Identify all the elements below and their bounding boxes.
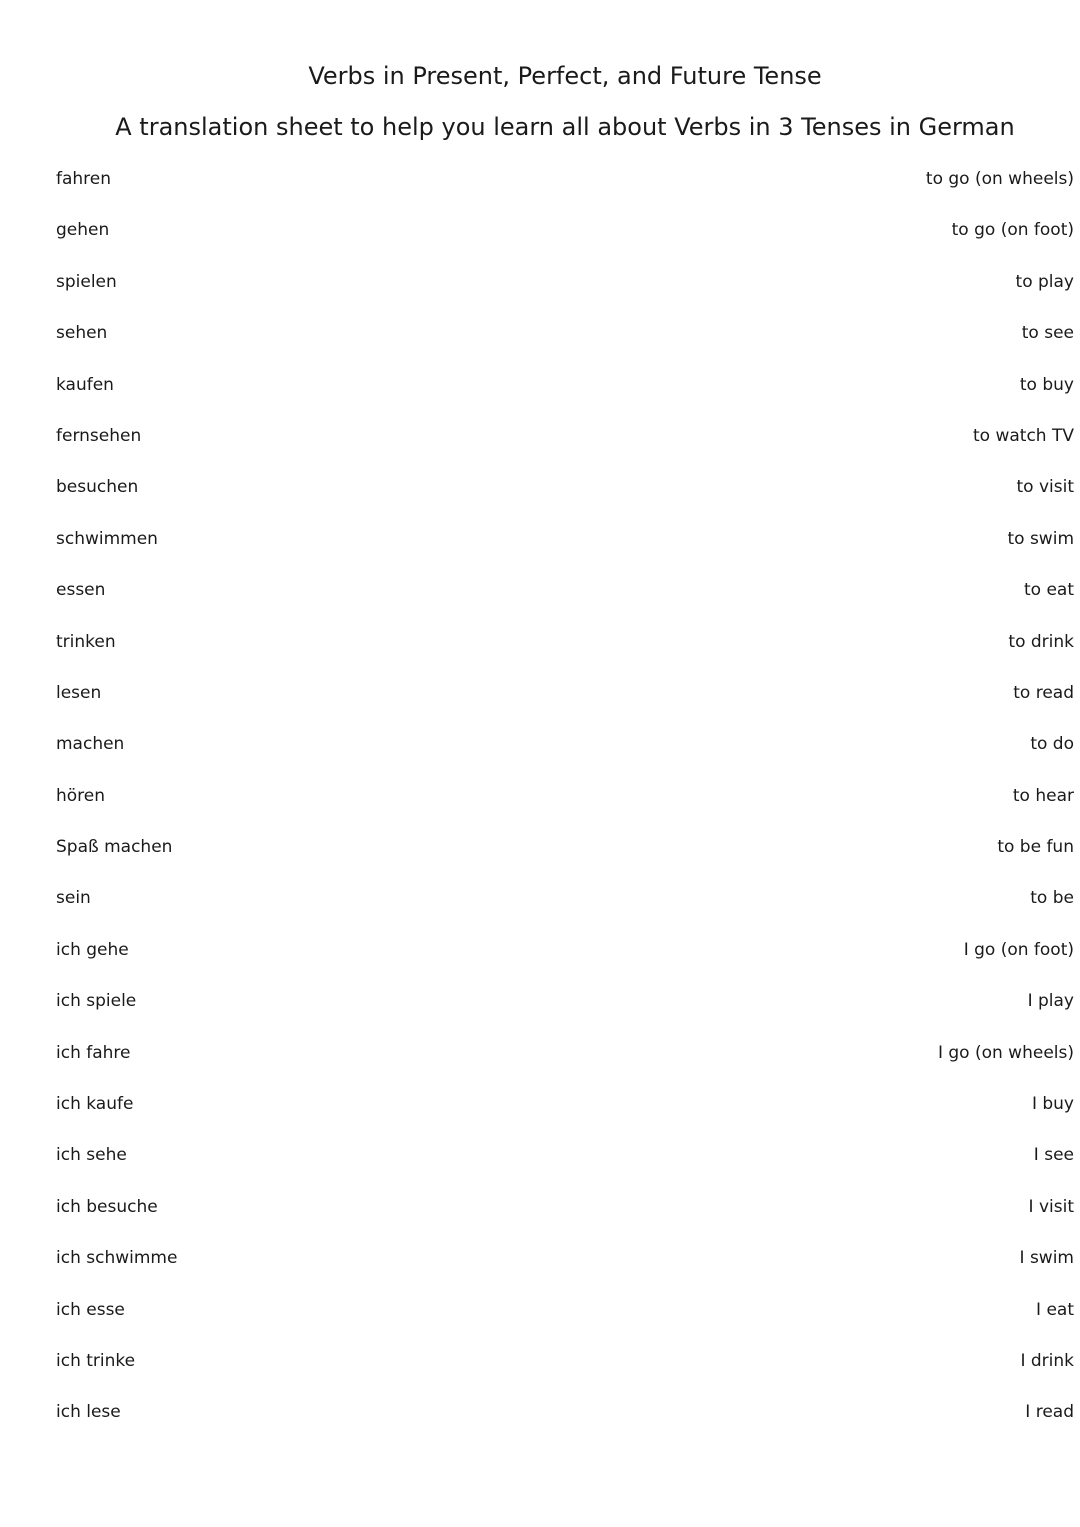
english-translation: to be fun — [997, 837, 1074, 858]
vocabulary-row — [56, 938, 1074, 989]
vocabulary-row — [56, 732, 1074, 783]
english-translation: I swim — [1019, 1248, 1074, 1269]
vocabulary-row — [56, 1246, 1074, 1297]
german-term: ich trinke — [56, 1350, 136, 1371]
english-translation: I visit — [1028, 1196, 1074, 1217]
english-translation: I go (on wheels) — [937, 1042, 1074, 1063]
german-term: spielen — [56, 271, 117, 292]
vocabulary-row — [56, 784, 1074, 835]
english-translation: to drink — [1008, 631, 1074, 652]
vocabulary-row — [56, 218, 1074, 269]
vocabulary-list — [56, 167, 1074, 1452]
vocabulary-row — [56, 630, 1074, 681]
german-term: Spaß machen — [56, 837, 173, 858]
german-term: sein — [56, 888, 91, 909]
english-translation: to read — [1013, 682, 1074, 703]
german-term: ich esse — [56, 1299, 125, 1320]
vocabulary-row — [56, 989, 1074, 1040]
vocabulary-row — [56, 270, 1074, 321]
german-term: schwimmen — [56, 528, 158, 549]
english-translation: I buy — [1031, 1094, 1074, 1115]
english-translation: I play — [1027, 991, 1074, 1012]
german-term: lesen — [56, 682, 102, 703]
german-term: essen — [56, 580, 106, 601]
english-translation: to swim — [1007, 528, 1074, 549]
german-term: besuchen — [56, 477, 139, 498]
english-translation: I see — [1033, 1145, 1074, 1166]
english-translation: to go (on wheels) — [925, 169, 1074, 189]
english-translation: to watch TV — [973, 425, 1074, 446]
english-translation: to be — [1030, 888, 1074, 909]
german-term: hören — [56, 785, 106, 806]
german-term: machen — [56, 734, 125, 755]
german-term: ich spiele — [56, 991, 137, 1012]
english-translation: to hear — [1012, 785, 1074, 806]
english-translation: to do — [1030, 734, 1074, 755]
german-term: gehen — [56, 220, 110, 241]
german-term: fernsehen — [56, 425, 142, 446]
vocabulary-row — [56, 1041, 1074, 1092]
vocabulary-row — [56, 1092, 1074, 1143]
english-translation: to buy — [1019, 374, 1074, 395]
vocabulary-row — [56, 424, 1074, 475]
vocabulary-row — [56, 886, 1074, 937]
english-translation: I eat — [1036, 1299, 1074, 1320]
vocabulary-row — [56, 1298, 1074, 1349]
page-title: Verbs in Present, Perfect, and Future Tense — [308, 62, 822, 90]
german-term: sehen — [56, 323, 108, 344]
english-translation: to go (on foot) — [951, 220, 1074, 241]
vocabulary-row — [56, 1349, 1074, 1400]
german-term: ich schwimme — [56, 1248, 178, 1269]
vocabulary-row — [56, 578, 1074, 629]
vocabulary-row — [56, 167, 1074, 218]
english-translation: to see — [1021, 323, 1074, 344]
german-term: ich besuche — [56, 1196, 158, 1217]
vocabulary-row — [56, 681, 1074, 732]
german-term: ich gehe — [56, 939, 129, 960]
english-translation: to eat — [1023, 580, 1074, 601]
german-term: ich sehe — [56, 1145, 127, 1166]
vocabulary-row — [56, 1143, 1074, 1194]
vocabulary-row — [56, 835, 1074, 886]
german-term: kaufen — [56, 374, 114, 395]
german-term: ich lese — [56, 1402, 121, 1423]
english-translation: I drink — [1020, 1350, 1074, 1371]
vocabulary-row — [56, 475, 1074, 526]
english-translation: to visit — [1016, 477, 1074, 498]
english-translation: to play — [1015, 271, 1074, 292]
english-translation: I read — [1025, 1402, 1074, 1423]
english-translation: I go (on foot) — [963, 939, 1074, 960]
vocabulary-row — [56, 373, 1074, 424]
german-term: ich fahre — [56, 1042, 131, 1063]
vocabulary-row — [56, 321, 1074, 372]
german-term: ich kaufe — [56, 1094, 134, 1115]
page-subtitle: A translation sheet to help you learn all about Verbs in 3 Tenses in German — [115, 113, 1015, 141]
vocabulary-row — [56, 1195, 1074, 1246]
vocabulary-row — [56, 527, 1074, 578]
german-term: trinken — [56, 631, 116, 652]
german-term: fahren — [56, 169, 112, 189]
vocabulary-row — [56, 1400, 1074, 1451]
